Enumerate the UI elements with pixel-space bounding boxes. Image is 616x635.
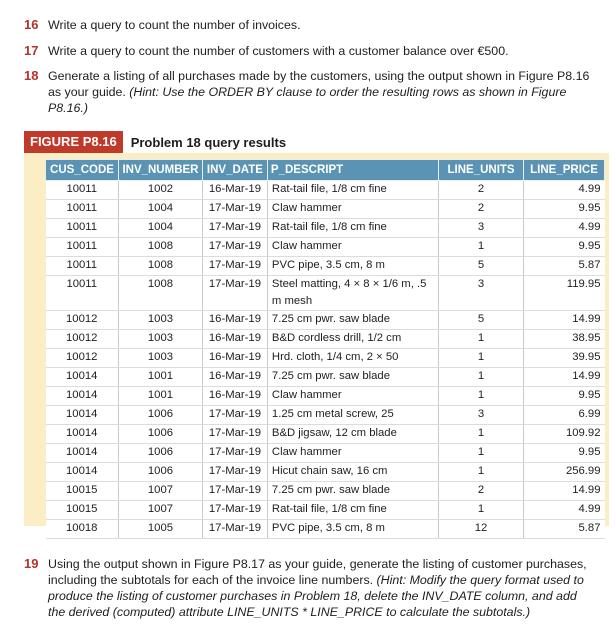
question-16 bbox=[24, 17, 594, 33]
cell-p-descript: Hrd. cloth, 1/4 cm, 2 × 50 bbox=[267, 349, 438, 368]
cell-line-units: 1 bbox=[439, 501, 524, 520]
cell-inv-number: 1002 bbox=[118, 181, 202, 200]
cell-inv-number: 1004 bbox=[118, 219, 202, 238]
cell-inv-date: 17-Mar-19 bbox=[202, 520, 267, 539]
table-row bbox=[46, 482, 605, 501]
cell-line-price: 5.87 bbox=[524, 257, 605, 276]
cell-p-descript: Rat-tail file, 1/8 cm fine bbox=[267, 219, 438, 238]
cell-p-descript: Hicut chain saw, 16 cm bbox=[267, 463, 438, 482]
figure-title: Problem 18 query results bbox=[130, 134, 287, 150]
table-row bbox=[46, 330, 605, 349]
cell-inv-date: 17-Mar-19 bbox=[202, 276, 267, 311]
cell-inv-date: 16-Mar-19 bbox=[202, 368, 267, 387]
question-main-text: Generate a listing of all purchases made by the customers, using the output shown in Figure P8.16 as your guide. bbox=[48, 69, 590, 99]
cell-line-units: 3 bbox=[439, 276, 524, 311]
column-header-cus-code: CUS_CODE bbox=[46, 160, 119, 181]
cell-line-units: 1 bbox=[439, 387, 524, 406]
cell-inv-date: 17-Mar-19 bbox=[202, 501, 267, 520]
table-row bbox=[46, 520, 605, 539]
cell-inv-number: 1007 bbox=[118, 501, 202, 520]
cell-line-price: 9.95 bbox=[524, 444, 605, 463]
cell-inv-date: 16-Mar-19 bbox=[202, 349, 267, 368]
table-row bbox=[46, 349, 605, 368]
cell-cus-code: 10012 bbox=[46, 330, 119, 349]
cell-line-price: 4.99 bbox=[524, 181, 605, 200]
cell-line-price: 5.87 bbox=[524, 520, 605, 539]
cell-line-units: 2 bbox=[439, 482, 524, 501]
cell-p-descript: Claw hammer bbox=[267, 200, 438, 219]
cell-p-descript: Steel matting, 4 × 8 × 1/6 m, .5 m mesh bbox=[267, 276, 438, 311]
column-header-line-units: LINE_UNITS bbox=[439, 160, 524, 181]
cell-cus-code: 10011 bbox=[46, 200, 119, 219]
table-row bbox=[46, 425, 605, 444]
cell-inv-number: 1008 bbox=[118, 238, 202, 257]
question-text: Write a query to count the number of invoices. bbox=[48, 18, 301, 32]
cell-line-units: 1 bbox=[439, 238, 524, 257]
table-row bbox=[46, 501, 605, 520]
cell-inv-number: 1008 bbox=[118, 276, 202, 311]
cell-inv-number: 1001 bbox=[118, 387, 202, 406]
cell-cus-code: 10014 bbox=[46, 444, 119, 463]
cell-cus-code: 10011 bbox=[46, 257, 119, 276]
table-row bbox=[46, 181, 605, 200]
question-hint: (Hint: Modify the query format used to produce the listing of customer purchases in Problem 18, delete the INV_DATE column, and add the derived (computed) attribute LINE_UNITS * LINE_PRICE to calculate the subtotals.) bbox=[48, 573, 584, 619]
cell-inv-date: 17-Mar-19 bbox=[202, 219, 267, 238]
cell-inv-number: 1006 bbox=[118, 463, 202, 482]
cell-line-units: 1 bbox=[439, 444, 524, 463]
question-number: 17 bbox=[24, 43, 39, 58]
cell-line-price: 38.95 bbox=[524, 330, 605, 349]
cell-inv-date: 16-Mar-19 bbox=[202, 330, 267, 349]
cell-cus-code: 10018 bbox=[46, 520, 119, 539]
cell-inv-date: 17-Mar-19 bbox=[202, 444, 267, 463]
cell-p-descript: B&D cordless drill, 1/2 cm bbox=[267, 330, 438, 349]
cell-p-descript: 7.25 cm pwr. saw blade bbox=[267, 368, 438, 387]
cell-cus-code: 10011 bbox=[46, 276, 119, 311]
cell-cus-code: 10014 bbox=[46, 463, 119, 482]
cell-line-units: 2 bbox=[439, 181, 524, 200]
table-row bbox=[46, 311, 605, 330]
cell-cus-code: 10012 bbox=[46, 311, 119, 330]
cell-line-units: 12 bbox=[439, 520, 524, 539]
cell-inv-date: 17-Mar-19 bbox=[202, 482, 267, 501]
question-number: 16 bbox=[24, 17, 39, 32]
question-main-text: Using the output shown in Figure P8.17 as your guide, generate the listing of customer purchases, including the subtotals for each of the invoice line numbers. bbox=[48, 557, 587, 587]
cell-p-descript: PVC pipe, 3.5 cm, 8 m bbox=[267, 257, 438, 276]
figure-header bbox=[24, 131, 286, 153]
cell-inv-number: 1004 bbox=[118, 200, 202, 219]
cell-line-price: 6.99 bbox=[524, 406, 605, 425]
cell-p-descript: PVC pipe, 3.5 cm, 8 m bbox=[267, 520, 438, 539]
table-row bbox=[46, 200, 605, 219]
question-number: 19 bbox=[24, 556, 39, 571]
column-header-line-price: LINE_PRICE bbox=[524, 160, 605, 181]
cell-inv-number: 1003 bbox=[118, 349, 202, 368]
question-18 bbox=[24, 68, 594, 116]
cell-cus-code: 10015 bbox=[46, 482, 119, 501]
table-row bbox=[46, 368, 605, 387]
cell-inv-date: 17-Mar-19 bbox=[202, 238, 267, 257]
question-number: 18 bbox=[24, 68, 39, 83]
cell-line-price: 14.99 bbox=[524, 368, 605, 387]
cell-inv-date: 17-Mar-19 bbox=[202, 406, 267, 425]
table-row bbox=[46, 276, 605, 311]
cell-inv-number: 1003 bbox=[118, 330, 202, 349]
table-row bbox=[46, 463, 605, 482]
cell-p-descript: 7.25 cm pwr. saw blade bbox=[267, 311, 438, 330]
cell-line-price: 14.99 bbox=[524, 482, 605, 501]
cell-cus-code: 10011 bbox=[46, 219, 119, 238]
cell-line-price: 109.92 bbox=[524, 425, 605, 444]
cell-inv-number: 1006 bbox=[118, 406, 202, 425]
cell-inv-number: 1005 bbox=[118, 520, 202, 539]
cell-cus-code: 10014 bbox=[46, 406, 119, 425]
cell-line-units: 1 bbox=[439, 330, 524, 349]
cell-cus-code: 10015 bbox=[46, 501, 119, 520]
cell-line-price: 39.95 bbox=[524, 349, 605, 368]
cell-line-units: 1 bbox=[439, 349, 524, 368]
cell-line-price: 9.95 bbox=[524, 387, 605, 406]
cell-line-units: 2 bbox=[439, 200, 524, 219]
table-row bbox=[46, 219, 605, 238]
cell-inv-number: 1003 bbox=[118, 311, 202, 330]
cell-cus-code: 10014 bbox=[46, 368, 119, 387]
question-text bbox=[48, 68, 594, 116]
question-19 bbox=[24, 556, 594, 620]
cell-line-units: 1 bbox=[439, 463, 524, 482]
cell-line-price: 9.95 bbox=[524, 238, 605, 257]
cell-inv-date: 16-Mar-19 bbox=[202, 387, 267, 406]
question-text: Write a query to count the number of customers with a customer balance over €500. bbox=[48, 44, 509, 58]
cell-p-descript: Claw hammer bbox=[267, 387, 438, 406]
cell-line-units: 3 bbox=[439, 406, 524, 425]
cell-line-units: 1 bbox=[439, 425, 524, 444]
cell-inv-date: 17-Mar-19 bbox=[202, 200, 267, 219]
cell-cus-code: 10012 bbox=[46, 349, 119, 368]
cell-inv-date: 17-Mar-19 bbox=[202, 425, 267, 444]
question-hint: (Hint: Use the ORDER BY clause to order the resulting rows as shown in Figure P8.16.) bbox=[48, 85, 567, 115]
table-row bbox=[46, 444, 605, 463]
cell-inv-number: 1008 bbox=[118, 257, 202, 276]
table-row bbox=[46, 257, 605, 276]
cell-inv-number: 1006 bbox=[118, 444, 202, 463]
cell-line-price: 4.99 bbox=[524, 219, 605, 238]
table-row bbox=[46, 406, 605, 425]
cell-cus-code: 10011 bbox=[46, 238, 119, 257]
cell-inv-date: 17-Mar-19 bbox=[202, 463, 267, 482]
cell-line-price: 4.99 bbox=[524, 501, 605, 520]
cell-cus-code: 10014 bbox=[46, 425, 119, 444]
cell-line-price: 14.99 bbox=[524, 311, 605, 330]
cell-line-units: 5 bbox=[439, 311, 524, 330]
cell-line-price: 256.99 bbox=[524, 463, 605, 482]
cell-line-units: 3 bbox=[439, 219, 524, 238]
cell-cus-code: 10011 bbox=[46, 181, 119, 200]
cell-p-descript: Claw hammer bbox=[267, 238, 438, 257]
cell-p-descript: Rat-tail file, 1/8 cm fine bbox=[267, 501, 438, 520]
table-row bbox=[46, 238, 605, 257]
column-header-inv-number: INV_NUMBER bbox=[118, 160, 202, 181]
cell-cus-code: 10014 bbox=[46, 387, 119, 406]
figure-label: FIGURE P8.16 bbox=[24, 131, 123, 153]
table-header-row bbox=[46, 160, 605, 181]
cell-line-units: 5 bbox=[439, 257, 524, 276]
question-17 bbox=[24, 43, 594, 59]
cell-p-descript: 7.25 cm pwr. saw blade bbox=[267, 482, 438, 501]
cell-line-units: 1 bbox=[439, 368, 524, 387]
column-header-p-descript: P_DESCRIPT bbox=[267, 160, 438, 181]
cell-inv-date: 17-Mar-19 bbox=[202, 257, 267, 276]
cell-p-descript: Claw hammer bbox=[267, 444, 438, 463]
cell-p-descript: Rat-tail file, 1/8 cm fine bbox=[267, 181, 438, 200]
cell-p-descript: B&D jigsaw, 12 cm blade bbox=[267, 425, 438, 444]
column-header-inv-date: INV_DATE bbox=[202, 160, 267, 181]
cell-inv-number: 1007 bbox=[118, 482, 202, 501]
cell-p-descript: 1.25 cm metal screw, 25 bbox=[267, 406, 438, 425]
cell-line-price: 9.95 bbox=[524, 200, 605, 219]
cell-inv-number: 1006 bbox=[118, 425, 202, 444]
cell-inv-number: 1001 bbox=[118, 368, 202, 387]
cell-inv-date: 16-Mar-19 bbox=[202, 181, 267, 200]
cell-line-price: 119.95 bbox=[524, 276, 605, 311]
query-results-table bbox=[45, 159, 605, 539]
question-text bbox=[48, 556, 594, 620]
table-row bbox=[46, 387, 605, 406]
cell-inv-date: 16-Mar-19 bbox=[202, 311, 267, 330]
